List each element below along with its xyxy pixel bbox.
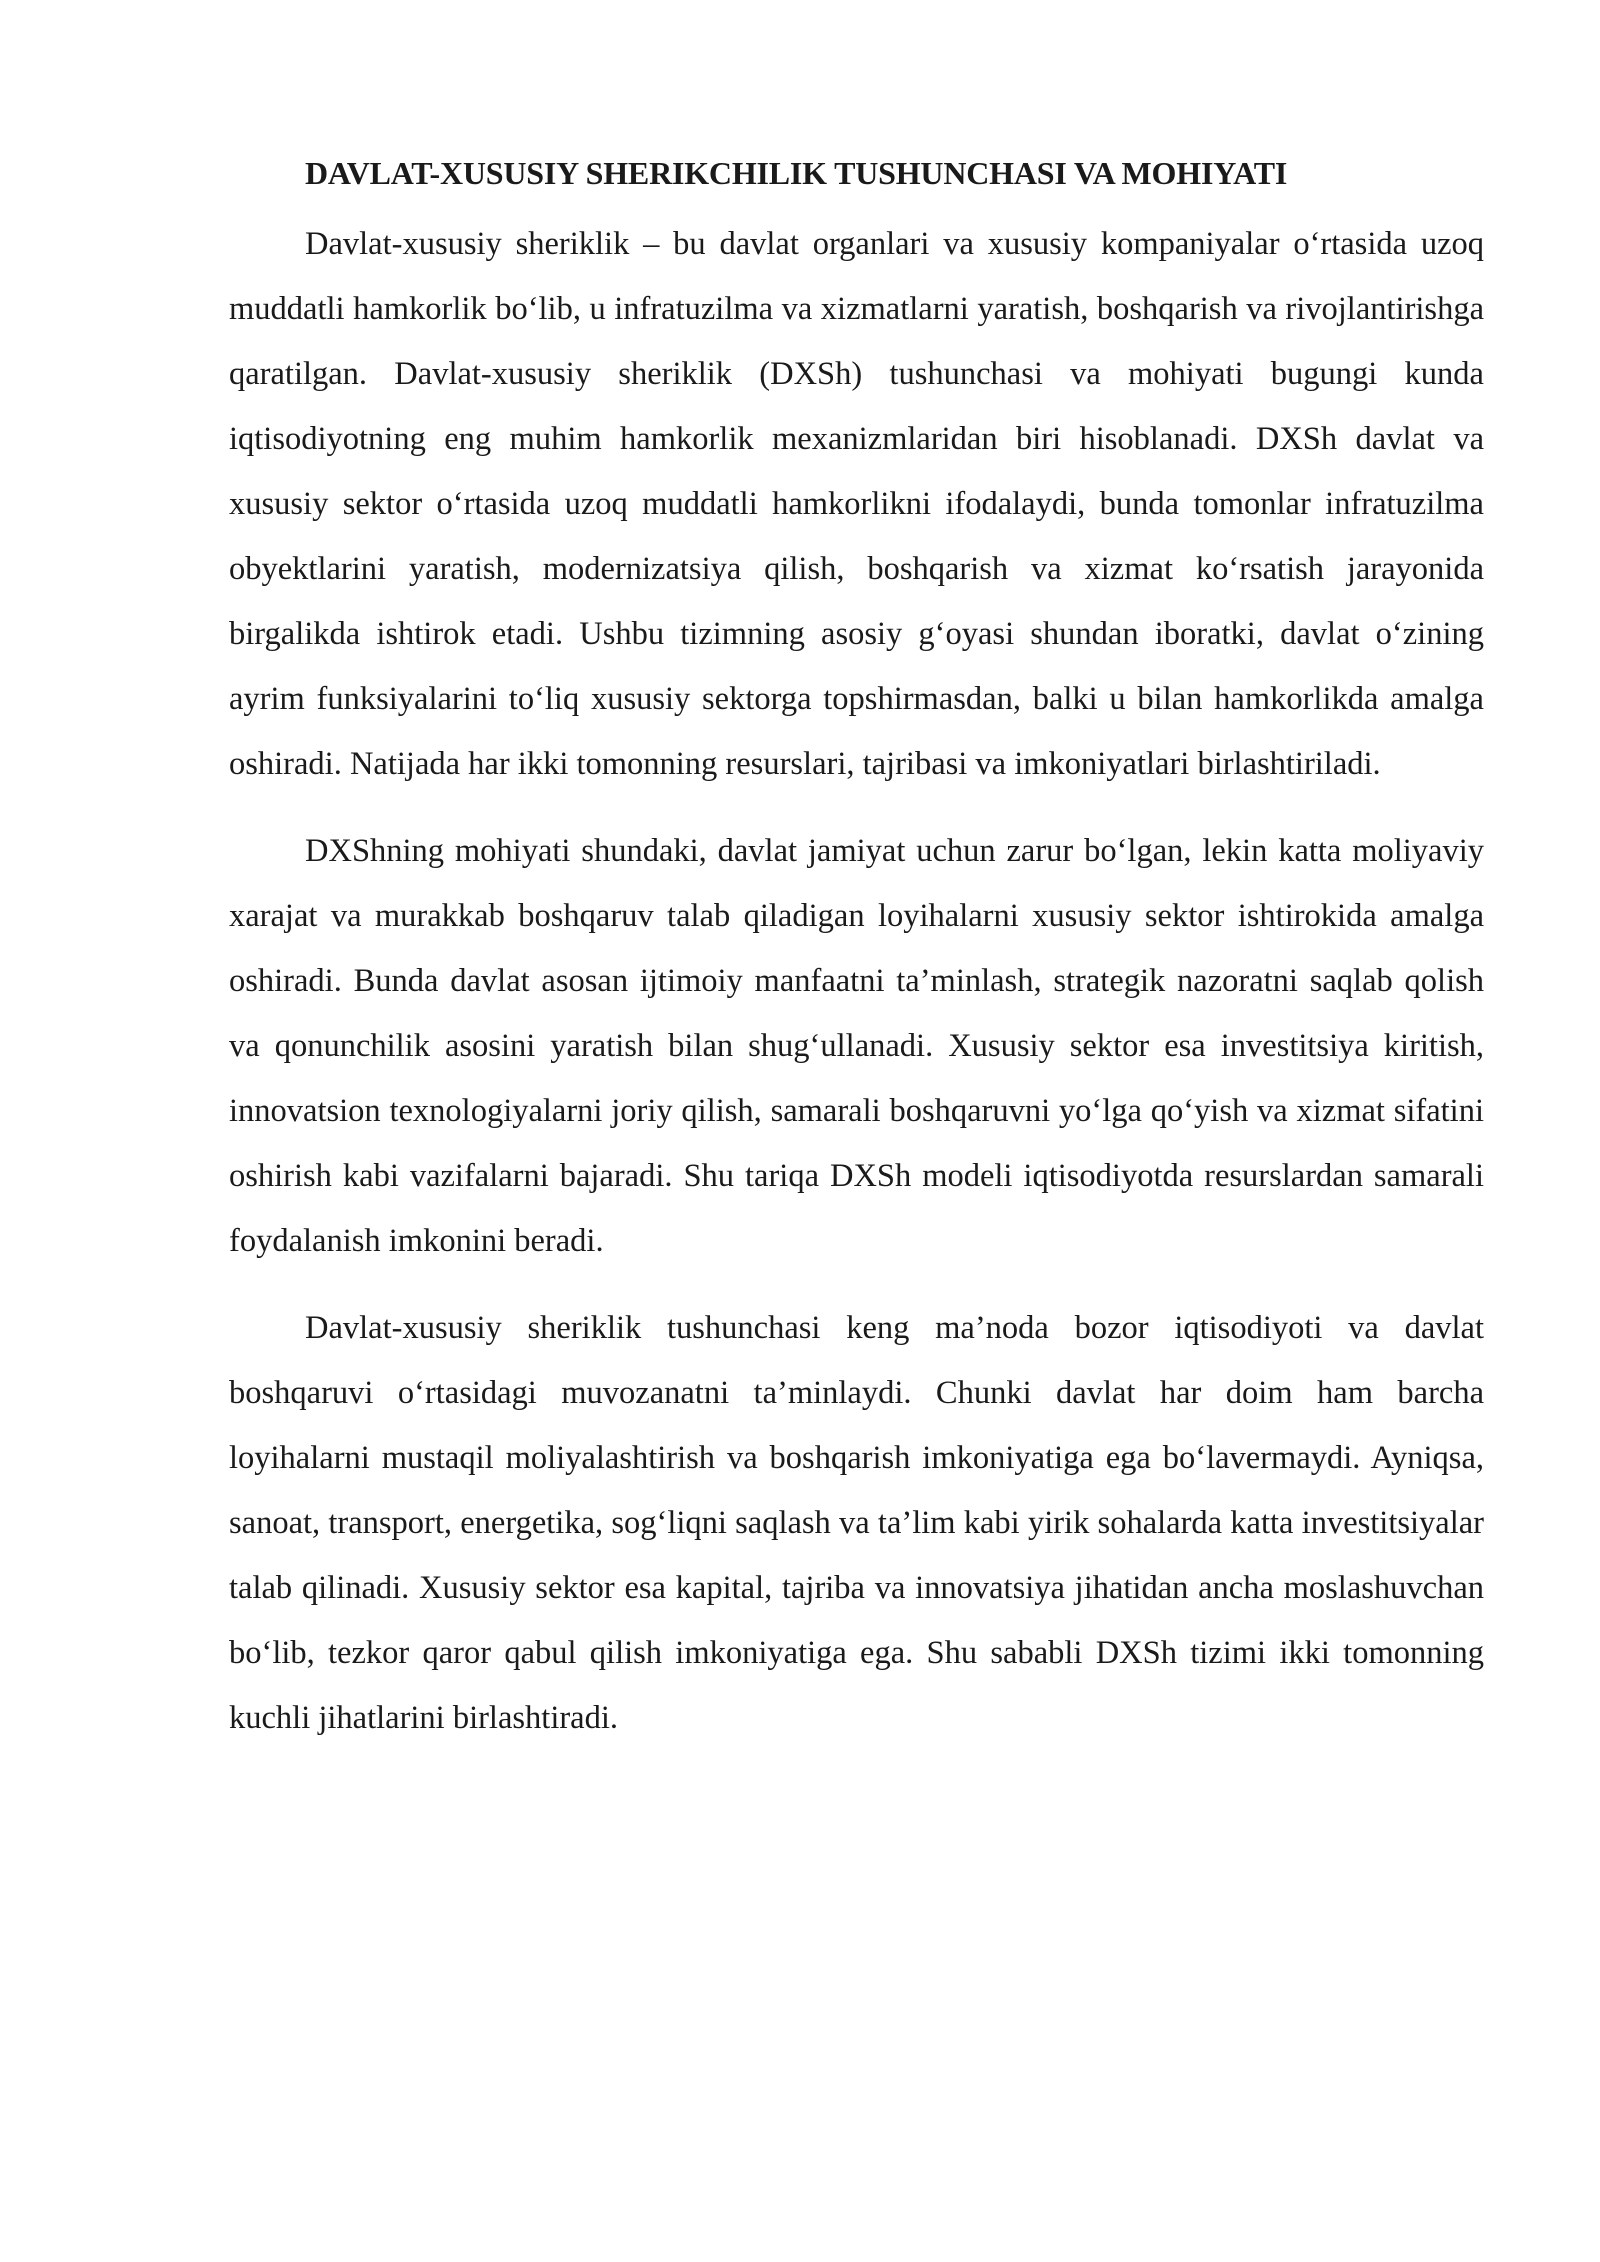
document-body <box>229 148 1484 1773</box>
document-title: DAVLAT-XUSUSIY SHERIKCHILIK TUSHUNCHASI VA MOHIYATI <box>305 155 1288 191</box>
paragraph-3: Davlat-xususiy sheriklik tushunchasi keng ma’noda bozor iqtisodiyoti va davlat boshqaruvi o‘rtasidagi muvozanatni ta’minlaydi. Chunki davlat har doim ham barcha loyihalarni mustaqil moliyalashtirish va boshqarish imkoniyatiga ega bo‘lavermaydi. Ayniqsa, sanoat, transport, energetika, sog‘liqni saqlash va ta’lim kabi yirik sohalarda katta investitsiyalar talab qilinadi. Xususiy sektor esa kapital, tajriba va innovatsiya jihatidan ancha moslashuvchan bo‘lib, tezkor qaror qabul qilish imkoniyatiga ega. Shu sababli DXSh tizimi ikki tomonning kuchli jihatlarini birlashtiradi. <box>229 1310 1484 1736</box>
paragraph-2: DXShning mohiyati shundaki, davlat jamiyat uchun zarur bo‘lgan, lekin katta moliyaviy xarajat va murakkab boshqaruv talab qiladigan loyihalarni xususiy sektor ishtirokida amalga oshiradi. Bunda davlat asosan ijtimoiy manfaatni ta’minlash, strategik nazoratni saqlab qolish va qonunchilik asosini yaratish bilan shug‘ullanadi. Xususiy sektor esa investitsiya kiritish, innovatsion texnologiyalarni joriy qilish, samarali boshqaruvni yo‘lga qo‘yish va xizmat sifatini oshirish kabi vazifalarni bajaradi. Shu tariqa DXSh modeli iqtisodiyotda resurslardan samarali foydalanish imkonini beradi. <box>229 833 1484 1259</box>
paragraph-1: Davlat-xususiy sheriklik – bu davlat organlari va xususiy kompaniyalar o‘rtasida uzoq muddatli hamkorlik bo‘lib, u infratuzilma va xizmatlarni yaratish, boshqarish va rivojlantirishga qaratilgan. Davlat-xususiy sheriklik (DXSh) tushunchasi va mohiyati bugungi kunda iqtisodiyotning eng muhim hamkorlik mexanizmlaridan biri hisoblanadi. DXSh davlat va xususiy sektor o‘rtasida uzoq muddatli hamkorlikni ifodalaydi, bunda tomonlar infratuzilma obyektlarini yaratish, modernizatsiya qilish, boshqarish va xizmat ko‘rsatish jarayonida birgalikda ishtirok etadi. Ushbu tizimning asosiy g‘oyasi shundan iboratki, davlat o‘zining ayrim funksiyalarini to‘liq xususiy sektorga topshirmasdan, balki u bilan hamkorlikda amalga oshiradi. Natijada har ikki tomonning resurslari, tajribasi va imkoniyatlari birlashtiriladi. <box>229 226 1484 782</box>
